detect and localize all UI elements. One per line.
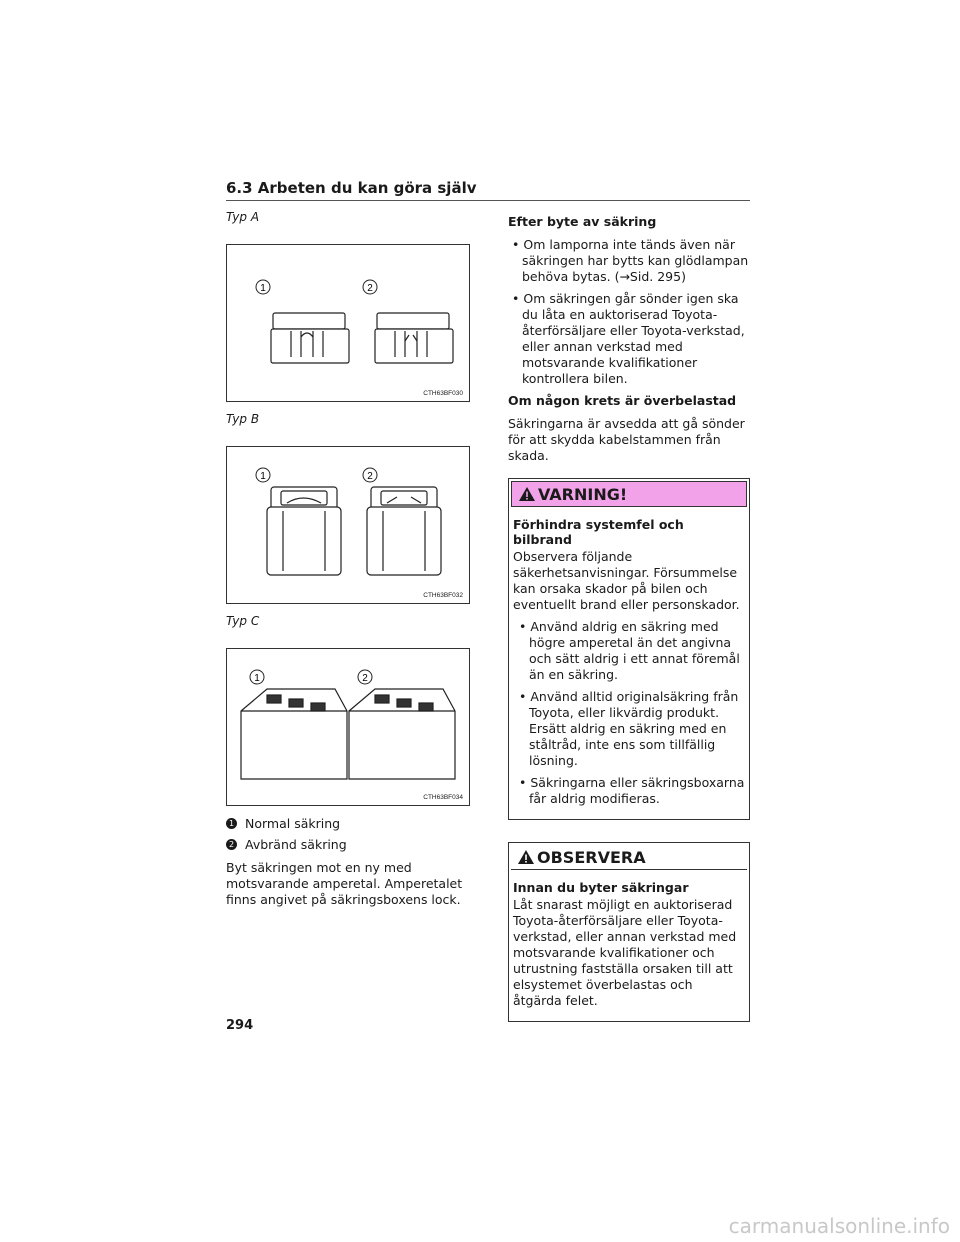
callout-2-label: 2 <box>367 471 373 482</box>
figure-label-typ-b: Typ B <box>226 412 260 426</box>
figure-code: CTH63BF030 <box>423 390 463 397</box>
watermark: carmanualsonline.info <box>728 1214 950 1238</box>
figure-label-typ-c: Typ C <box>226 614 260 628</box>
legend-number: 1 <box>226 818 237 829</box>
notice-box <box>508 842 750 1022</box>
list-item: • Använd alltid originalsäkring från Toyota, eller likvärdig produkt. Ersätt aldrig en säkring med en ståltråd, inte ens som tillfällig lösning. <box>513 689 745 769</box>
legend-text: Normal säkring <box>245 816 341 831</box>
figure-typ-a <box>226 244 470 402</box>
overload-text: Säkringarna är avsedda att gå sönder för att skydda kabelstammen från skada. <box>508 416 745 463</box>
warning-title: VARNING! <box>538 484 628 504</box>
warning-box <box>508 478 750 820</box>
list-item: • Om lamporna inte tänds även när säkringen har bytts kan glödlampan behöva bytas. (→Sid. 295) <box>508 237 750 285</box>
figure-typ-c <box>226 648 470 806</box>
list-item: • Om säkringen går sönder igen ska du låta en auktoriserad Toyota-återförsäljare eller Toyota-verkstad, eller annan verkstad med motsvarande kvalifikationer kontrollera bilen. <box>508 291 750 387</box>
warning-triangle-icon <box>517 849 535 865</box>
cartridge-fuse-illustration <box>227 447 469 603</box>
callout-1-label: 1 <box>254 673 260 684</box>
warning-subheading: Förhindra systemfel och bilbrand <box>513 517 684 547</box>
callout-1-label: 1 <box>260 283 266 294</box>
replace-fuse-paragraph: Byt säkringen mot en ny med motsvarande amperetal. Amperetalet finns angivet på säkringsboxens lock. <box>226 860 463 907</box>
callout-1-label: 1 <box>260 471 266 482</box>
figure-typ-b <box>226 446 470 604</box>
box-fuse-illustration <box>227 649 469 805</box>
after-replacement-heading: Efter byte av säkring <box>508 214 657 229</box>
callout-2-label: 2 <box>362 673 368 684</box>
left-column <box>226 210 470 916</box>
after-replacement-list <box>508 237 750 387</box>
list-item: • Använd aldrig en säkring med högre amperetal än det angivna och sätt aldrig i ett annat föremål än en säkring. <box>513 619 745 683</box>
figure-code: CTH63BF034 <box>423 794 463 801</box>
callout-2-label: 2 <box>367 283 373 294</box>
warning-triangle-icon <box>518 486 536 502</box>
legend-text: Avbränd säkring <box>245 837 347 852</box>
figure-code: CTH63BF032 <box>423 592 463 599</box>
warning-intro: Observera följande säkerhetsanvisningar. Försummelse kan orsaka skador på bilen och eventuellt brand eller personskador. <box>513 549 740 612</box>
notice-text: Låt snarast möjligt en auktoriserad Toyota-återförsäljare eller Toyota-verkstad, eller annan verkstad med motsvarande kvalifikationer och utrustning fastställa orsaken till att elsystemet överbelastas och åtgärda felet. <box>513 897 737 1008</box>
overload-heading: Om någon krets är överbelastad <box>508 393 737 408</box>
page-number: 294 <box>226 1018 254 1033</box>
warning-list <box>513 619 745 807</box>
figure-label-typ-a: Typ A <box>226 210 260 224</box>
warning-header <box>511 481 747 507</box>
list-item: • Säkringarna eller säkringsboxarna får aldrig modifieras. <box>513 775 745 807</box>
section-header: 6.3 Arbeten du kan göra själv <box>226 179 750 201</box>
warning-body <box>509 509 749 819</box>
notice-header <box>511 845 747 870</box>
legend-item-blown <box>226 837 470 852</box>
right-column <box>508 210 750 1022</box>
notice-body <box>509 872 749 1021</box>
blade-fuse-illustration <box>227 245 469 401</box>
notice-title: OBSERVERA <box>537 847 646 867</box>
legend-item-normal <box>226 816 470 831</box>
legend-number: 2 <box>226 839 237 850</box>
notice-subheading: Innan du byter säkringar <box>513 880 689 895</box>
